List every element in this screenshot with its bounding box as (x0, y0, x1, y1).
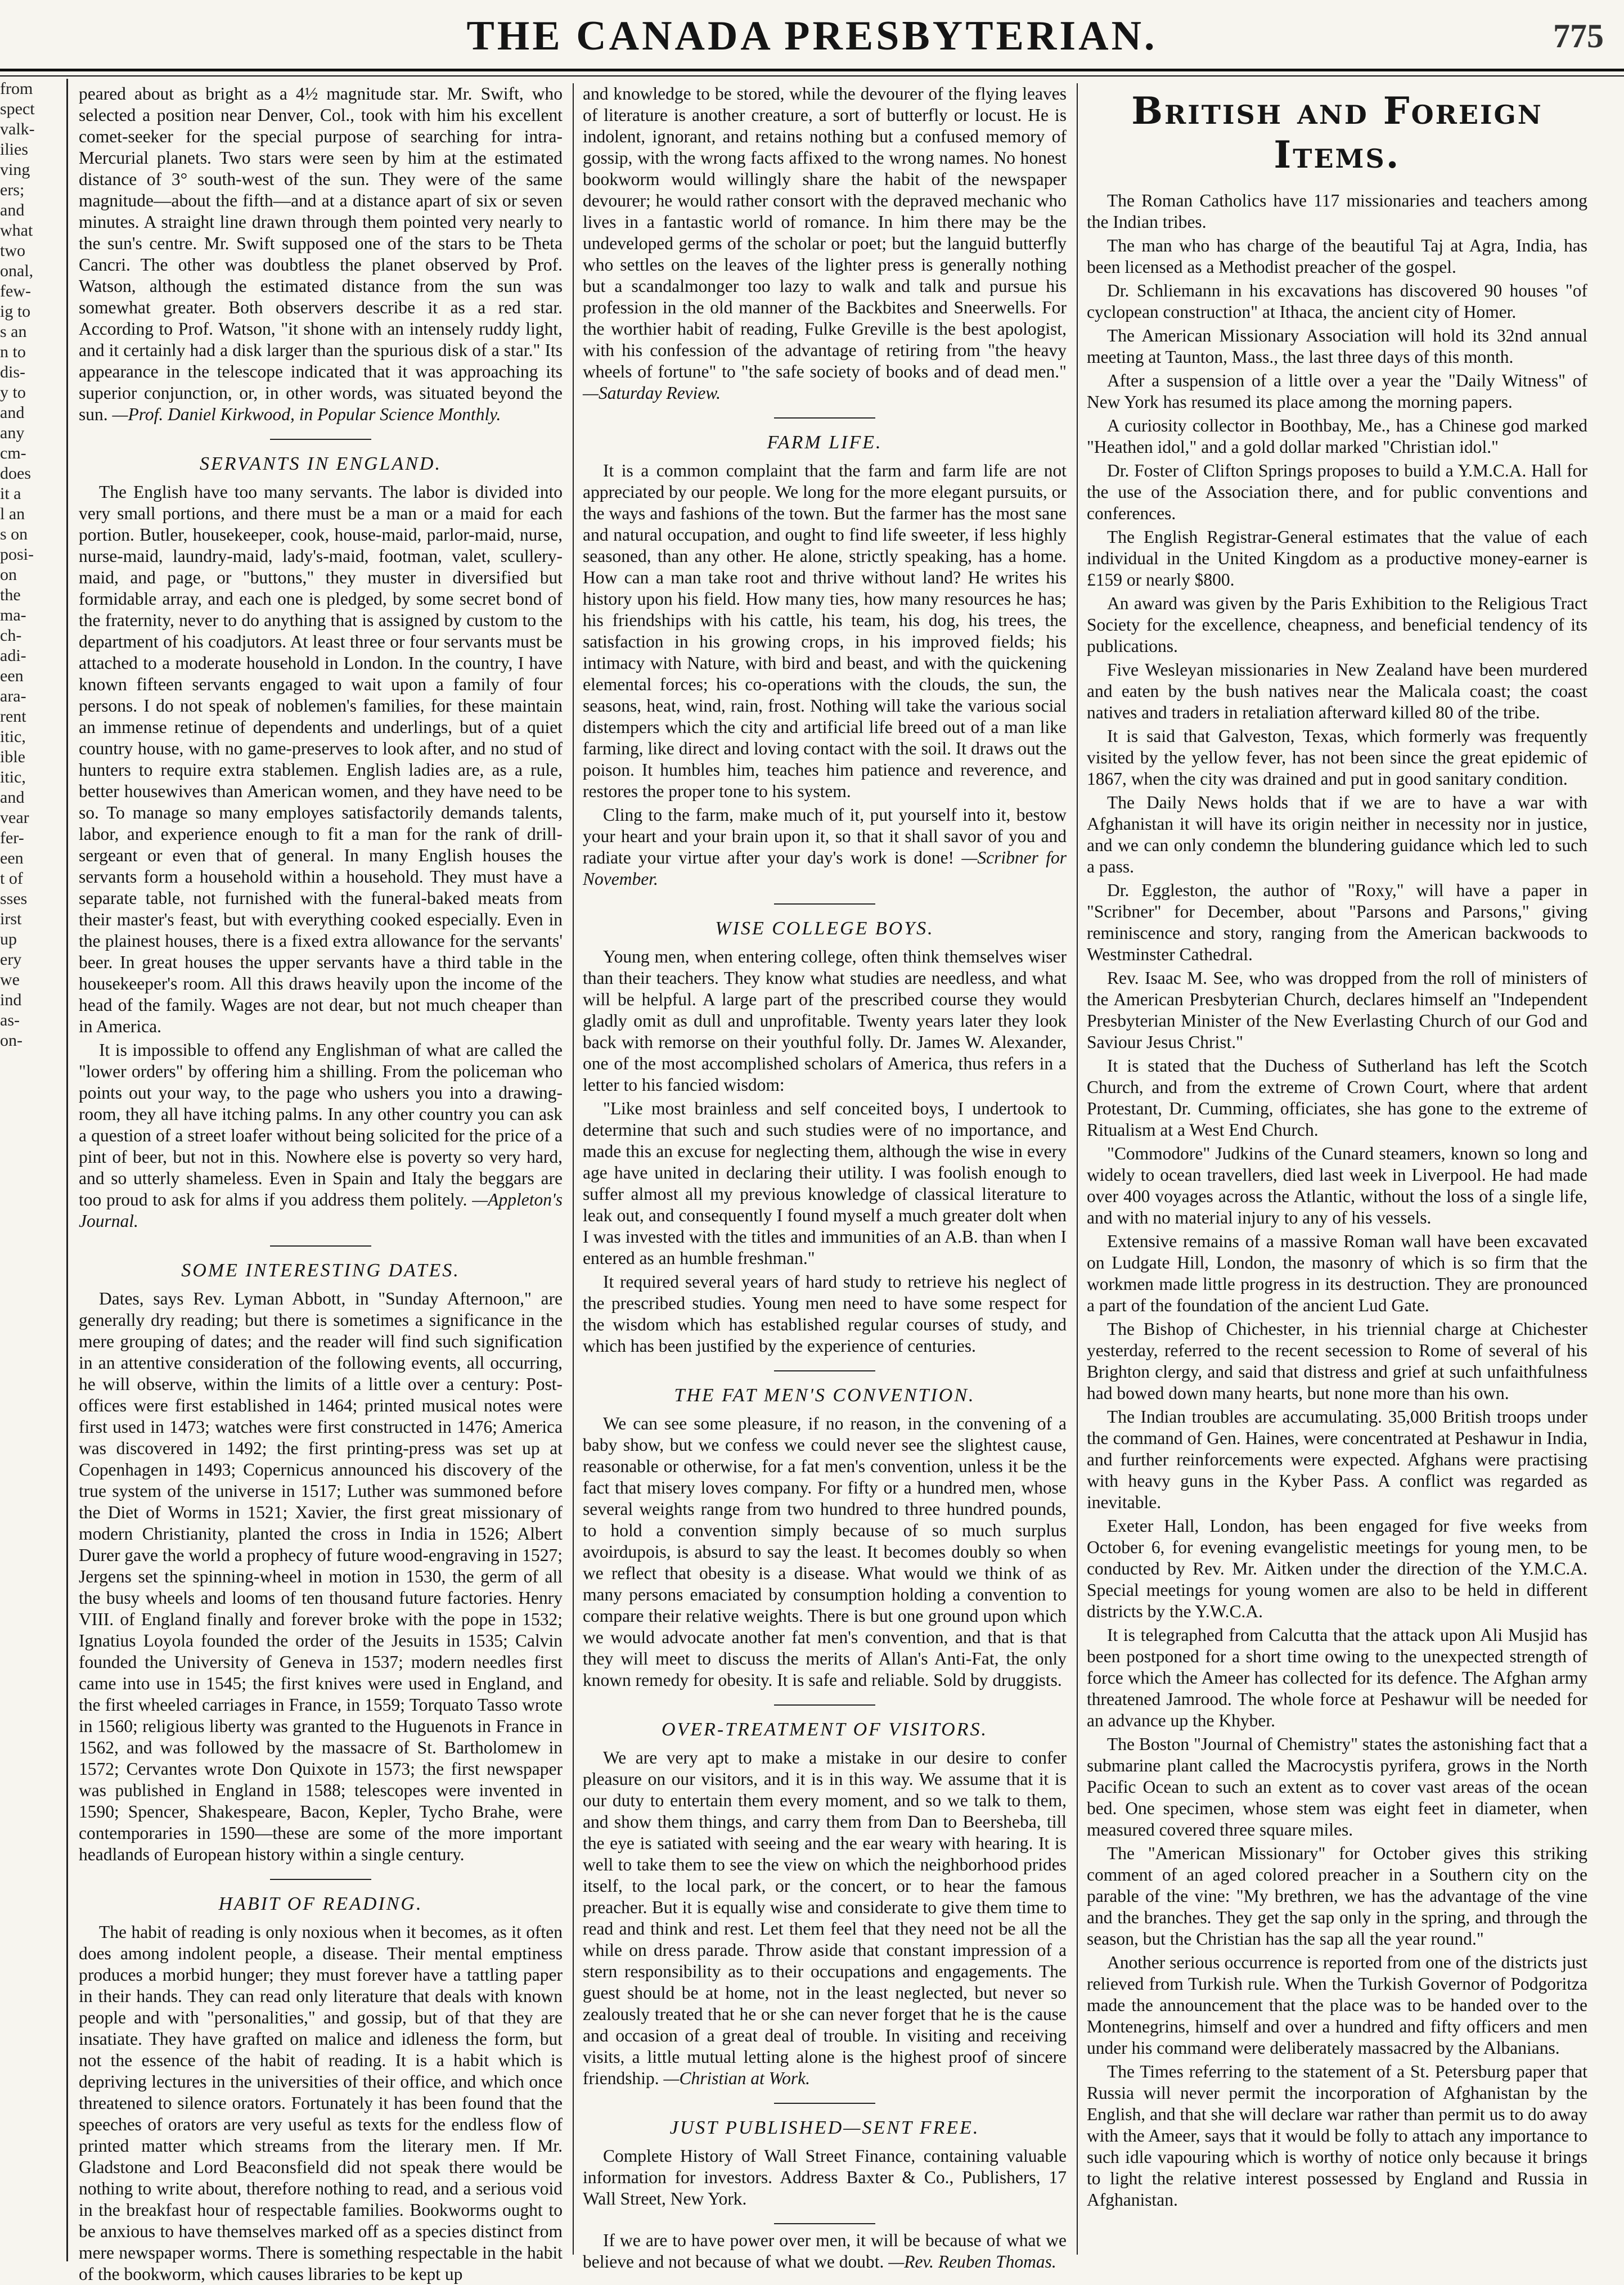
news-item: The Times referring to the statement of a St. Petersburg paper that Russia will never permit the incorporation of Afghanistan by the English, and that she will declare war rather than permit us to do away with the Ameer, says that it would be folly to attach any importance to such idle vapouring which is worthy of notice only because it brings to light the relative interest possessed by England and Russia in Afghanistan. (1087, 2062, 1587, 2210)
news-item: "Commodore" Judkins of the Cunard steamers, known so long and widely to ocean travellers, died last week in Liverpool. He had made over 400 voyages across the Atlantic, without the loss of a single life, and with no material injury to any of his vessels. (1087, 1144, 1587, 1227)
gutter-fragment: ara- (0, 687, 26, 705)
news-item: Five Wesleyan missionaries in New Zealand have been murdered and eaten by the bush natives near the Malicala coast; the coast natives and traders in retaliation afterward killed 80 of the tribe. (1087, 660, 1587, 722)
gutter-fragment: it a (0, 484, 21, 503)
gutter-fragment: vear (0, 808, 29, 827)
gutter-fragment: spect (0, 100, 35, 118)
article-source: —Prof. Daniel Kirkwood, in Popular Science Monthly. (112, 404, 501, 424)
gutter-fragment: from (0, 79, 33, 98)
gutter-fragment: irst (0, 910, 22, 928)
gutter-fragment: on (0, 565, 17, 584)
news-item: Extensive remains of a massive Roman wall have been excavated on Ludgate Hill, London, the masonry of which is so firm that the workmen made little progress in its destruction. They are pronounced a part of the foundation of the ancient Lud Gate. (1087, 1231, 1587, 1315)
paragraph: Dates, says Rev. Lyman Abbott, in "Sunday Afternoon," are generally dry reading; but there is sometimes a significance in the mere grouping of dates; and the reader will find such signification in an attentive consideration of the following events, all occurring, he will observe, within the limits of a little over a century: Post-offices were first established in 1464; printed musical notes were first used in 1473; watches were first constructed in 1476; America was discovered in 1492; the first printing-press was set up at Copenhagen in 1493; Copernicus announced his discovery of the true system of the universe in 1517; Luther was summoned before the Diet of Worms in 1521; Xavier, the first great missionary of modern Christianity, planted the cross in India in 1526; Albert Durer gave the world a prophecy of future wood-engraving in 1527; Jergens set the spinning-wheel in motion in 1530, the germ of all the busy wheels and looms of ten thousand future factories. Henry VIII. of England finally and forever broke with the pope in 1532; Ignatius Loyola founded the order of the Jesuits in 1535; Calvin founded the University of Geneva in 1537; modern needles first came into use in 1545; the first knives were used in England, and the first wheeled carriages in France, in 1559; Torquato Tasso wrote in 1560; religious liberty was granted to the Huguenots in France in 1562, and was followed by the massacre of St. Bartholomew in 1572; Cervantes wrote Don Quixote in 1573; the first newspaper was published in England in 1588; telescopes were invented in 1590; Spencer, Shakespeare, Bacon, Kepler, Tycho Brahe, were contemporaries in 1590—these are some of the more important headlands of European history within a single century. (79, 1289, 563, 1864)
gutter-fragment: fer- (0, 829, 24, 847)
gutter-fragment: n to (0, 343, 26, 361)
gutter-fragment: onal, (0, 262, 34, 280)
news-item: Exeter Hall, London, has been engaged for five weeks from October 6, for evening evangelistic meetings for young men, to be conducted by Rev. Mr. Aitken under the direction of the Y.M.C.A. Special meetings for young women are also to be held in different districts by the Y.W.C.A. (1087, 1516, 1587, 1621)
gutter-fragment: ig to (0, 302, 31, 321)
section-title-servants: SERVANTS IN ENGLAND. (200, 453, 442, 474)
gutter-fragment: ind (0, 991, 22, 1009)
paragraph: The habit of reading is only noxious when it becomes, as it often does among indolent people, a disease. Their mental emptiness produces a morbid hunger; they must forever have a tattling paper in their hands. They can read only literature that deals with known people and with "personalities," and gossip, but of that they are insatiate. They have grafted on malice and idleness the form, but not the essence of the habit of reading. It is a habit which is depriving lectures in the universities of their office, and which once threatened to silence orators. Fortunately it has been found that the speeches of orators are very useful as texts for the endless flow of printed matter which streams from the literary men. If Mr. Gladstone and Lord Beaconsfield did not speak there would be nothing to write about, therefore nothing to read, and a serious void in the breakfast hour of respectable families. Bookworms ought to be anxious to have themselves marked off as a species distinct from mere newspaper worms. There is something respectable in the habit of the bookworm, which causes libraries to be kept up (79, 1922, 563, 2284)
gutter-fragment: ible (0, 748, 25, 766)
article-source: —Scribner for November. (583, 848, 1067, 889)
gutter-fragment: few- (0, 282, 31, 300)
column-rule (1077, 83, 1078, 2255)
gutter-fragment: and (0, 788, 25, 807)
gutter-fragment: s an (0, 322, 27, 341)
news-item: The English Registrar-General estimates that the value of each individual in the United Kingdom as a productive money-earner is £159 or nearly $800. (1087, 527, 1587, 590)
section-title-visitors: OVER-TREATMENT OF VISITORS. (662, 1719, 988, 1740)
gutter-fragment: up (0, 930, 17, 948)
gutter-fragment: cm- (0, 444, 26, 462)
newspaper-title: THE CANADA PRESBYTERIAN. (466, 13, 1158, 59)
gutter-fragment: as- (0, 1011, 20, 1029)
paragraph: Cling to the farm, make much of it, put yourself into it, bestow your heart and your brain upon it, so that it shall savor of you and radiate your virtue after your day's work is done! —Scribner for November. (583, 805, 1067, 889)
paragraph: The English have too many servants. The labor is divided into very small portions, and there must be a man or a maid for each portion. Butler, housekeeper, cook, house-maid, parlor-maid, nurse, nurse-maid, laundry-maid, lady's-maid, footman, valet, scullery-maid, and page, or "buttons," they muster in diversified but formidable array, and each one is pledged, by some secret bond of the fraternity, never to do anything that is assigned by custom to the department of his coadjutors. At least three or four servants must be attached to a moderate household in London. In the country, I have known fifteen servants engaged to wait upon a family of four persons. I do not speak of noblemen's families, for these maintain an immense retinue of dependents and underlings, but of a quiet country house, with no game-preserves to look after, and no stud of hunters to require extra stablemen. English ladies are, as a rule, better housewives than American women, and they have need to be so. To manage so many employes satisfactorily demands talents, labor, and experience enough to fit a man for the rank of drill-sergeant or even that of general. In many English houses the servants form a household within a household. They must have a separate table, not furnished with the funeral-baked meats from their master's feast, but with everything cooked especially. Even in the plainest houses, there is a fixed extra allowance for the servants' beer. In great houses the upper servants have a third table in the housekeeper's room. All this draws heavily upon the income of the head of the family. Wages are not dear, but not much cheaper than in America. (79, 482, 563, 1036)
news-item: Dr. Schliemann in his excavations has discovered 90 houses "of cyclopean construction" at Ithaca, the ancient city of Homer. (1087, 281, 1587, 322)
gutter-fragment: t of (0, 869, 23, 888)
british-foreign-heading: British and Foreign Items. (1131, 89, 1543, 177)
paragraph: It is a common complaint that the farm and farm life are not appreciated by our people. We long for the more elegant pursuits, or the ways and fashions of the town. But the farmer has the most sane and natural occupation, and ought to find life sweeter, if less highly seasoned, than any other. He alone, strictly speaking, has a home. How can a man take root and thrive without land? He writes his history upon his field. How many ties, how many resources he has; his friendships with his cattle, his team, his dog, his trees, the satisfaction in his growing crops, in his improved fields; his intimacy with Nature, with bird and beast, and with the quickening elemental forces; his co-operations with the clouds, the sun, the seasons, heat, wind, rain, frost. Nothing will take the various social distempers which the city and artificial life breed out of a man like farming, like direct and loving contact with the soil. It draws out the poison. It humbles him, teaches him patience and reverence, and restores the proper tone to his system. (583, 461, 1067, 801)
article-continuation: and knowledge to be stored, while the devourer of the flying leaves of literature is another creature, a sort of butterfly or locust. He is indolent, ignorant, and retains nothing but a confused memory of gossip, with the wrong facts affixed to the wrong names. No honest bookworm would willingly share the habit of the newspaper devourer; he would rather consort with the depraved mechanic who lives in a fantastic world of romance. In him there may be the undeveloped germs of the scholar or poet; but the languid butterfly who settles on the leaves of the lighter press is generally nothing but a scandalmonger too lazy to walk and talk and pursue his profession in the old manner of the Backbites and Sneerwells. For the worthier habit of reading, Fulke Greville is the best apologist, with his confession of the advantage of retiring from "the heavy wheels of fortune" to "the safe society of books and of dead men." —Saturday Review. (583, 84, 1067, 403)
section-divider (270, 1245, 371, 1247)
news-item: It is said that Galveston, Texas, which formerly was frequently visited by the yellow fever, has not been since the great epidemic of 1867, when the city was drained and put in good sanitary condition. (1087, 726, 1587, 789)
news-item: It is telegraphed from Calcutta that the attack upon Ali Musjid has been postponed for a short time owing to the unexpected strength of force which the Ameer has collected for its defence. The Afghan army threatened Jamrood. The whole force at Peshawur will be needed for an advance up the Khyber. (1087, 1625, 1587, 1730)
section-title-reading: HABIT OF READING. (218, 1893, 423, 1914)
column-2 (583, 83, 1067, 2271)
section-divider (774, 2223, 875, 2224)
section-divider (774, 417, 875, 419)
gutter-fragment: sses (0, 889, 28, 908)
gutter-fragment: y to (0, 383, 26, 402)
gutter-fragment: adi- (0, 646, 26, 665)
paragraph: Young men, when entering college, often think themselves wiser than their teachers. They know what studies are needless, and what will be helpful. A large part of the prescribed course they would gladly omit as dull and unprofitable. Twenty years later they look back with remorse on their youthful folly. Dr. James W. Alexander, one of the most accomplished scholars of America, thus refers in a letter to his fancied wisdom: (583, 947, 1067, 1095)
article-source: —Christian at Work. (663, 2068, 810, 2088)
gutter-fragment: two (0, 241, 25, 260)
gutter-fragment: any (0, 424, 25, 442)
gutter-fragment: ers; (0, 181, 25, 199)
news-item: The American Missionary Association will hold its 32nd annual meeting at Taunton, Mass., the last three days of this month. (1087, 326, 1587, 367)
gutter-fragment: what (0, 221, 33, 240)
section-title-farm: FARM LIFE. (767, 432, 883, 453)
gutter-fragment: rent (0, 707, 26, 726)
gutter-fragment: een (0, 849, 24, 867)
news-item: A curiosity collector in Boothbay, Me., has a Chinese god marked "Heathen idol," and a gold dollar marked "Christian idol." (1087, 416, 1587, 457)
masthead-rule-thin (0, 75, 1624, 77)
paragraph: We can see some pleasure, if no reason, in the convening of a baby show, but we confess we could never see the slightest cause, reasonable or otherwise, for a fat men's convention, unless it be the fact that misery loves company. For fifty or a hundred men, whose several weights range from two hundred to three hundred pounds, to hold a convention simply because of so much surplus avoirdupois, is absurd to say the least. It becomes doubly so when we reflect that obesity is a disease. What would we think of as many persons emaciated by consumption holding a convention to compare their relative weights. There is but one ground upon which we would advocate another fat men's convention, and that is that they will meet to discuss the merits of Allan's Anti-Fat, the only known remedy for obesity. It is safe and reliable. Sold by druggists. (583, 1414, 1067, 1690)
article-source: —Appleton's Journal. (79, 1190, 563, 1231)
gutter-fragment: and (0, 201, 25, 219)
section-divider (774, 1370, 875, 1371)
gutter-fragment: valk- (0, 120, 35, 138)
news-item: After a suspension of a little over a year the "Daily Witness" of New York has resumed its place among the morning papers. (1087, 371, 1587, 412)
gutter-fragment: s on (0, 525, 28, 543)
section-divider (774, 2103, 875, 2104)
paragraph: Complete History of Wall Street Finance, containing valuable information for investors. Address Baxter & Co., Publishers, 17 Wall Street, New York. (583, 2146, 1067, 2208)
masthead-rule (0, 69, 1624, 71)
gutter-fragment: ilies (0, 140, 28, 159)
news-item: It is stated that the Duchess of Sutherland has left the Scotch Church, and from the extreme of Crown Court, where that ardent Protestant, Dr. Cumming, officiates, she has gone to the extreme of Ritualism at a West End Church. (1087, 1056, 1587, 1140)
gutter-fragment: and (0, 403, 25, 422)
column-1 (79, 83, 563, 2284)
news-item: The Bishop of Chichester, in his triennial charge at Chichester yesterday, referred to the recent secession to Rome of several of his Brighton clergy, and said that distress and grief at such unfaithfulness had bowed down many hearts, but none more than his own. (1087, 1319, 1587, 1403)
news-item: The Roman Catholics have 117 missionaries and teachers among the Indian tribes. (1087, 191, 1587, 232)
section-title-fat-men: THE FAT MEN'S CONVENTION. (674, 1385, 975, 1406)
gutter-fragment: l an (0, 505, 25, 523)
gutter-fragment: dis- (0, 363, 25, 381)
gutter-fragment: ery (0, 950, 22, 969)
gutter-fragment: itic, (0, 727, 26, 746)
news-item: The Indian troubles are accumulating. 35,000 British troops under the command of Gen. Haines, were concentrated at Peshawur in India, and further reinforcements were expected. Afghans were practising with heavy guns in the Kyber Pass. A conflict was regarded as inevitable. (1087, 1407, 1587, 1512)
paragraph: It required several years of hard study to retrieve his neglect of the prescribed studies. Young men need to have some respect for the wisdom which has established regular courses of study, and which has been justified by the experience of centuries. (583, 1272, 1067, 1356)
news-item: The man who has charge of the beautiful Taj at Agra, India, has been licensed as a Methodist preacher of the gospel. (1087, 236, 1587, 277)
section-divider (270, 1879, 371, 1880)
news-item: The Daily News holds that if we are to have a war with Afghanistan it will have its origin neither in necessity nor in justice, and we can only condemn the blundering guidance which led to such a pass. (1087, 793, 1587, 876)
section-divider (270, 439, 371, 440)
gutter-fragment: itic, (0, 768, 26, 786)
article-source: —Saturday Review. (583, 383, 721, 403)
gutter-fragment: ma- (0, 606, 26, 624)
gutter-fragment: ving (0, 160, 30, 179)
section-title-dates: SOME INTERESTING DATES. (181, 1260, 460, 1281)
gutter-fragment: on- (0, 1031, 23, 1050)
section-divider (774, 1704, 875, 1706)
column-3 (1087, 83, 1587, 2255)
news-item: The Boston "Journal of Chemistry" states the astonishing fact that a submarine plant called the Macrocystis pyrifera, grows in the North Pacific Ocean to such an extent as to cover vast areas of the ocean bed. One specimen, whose stem was eight feet in diameter, when measured covered three square miles. (1087, 1734, 1587, 1839)
gutter-rule (66, 79, 68, 2261)
news-item: Rev. Isaac M. See, who was dropped from the roll of ministers of the American Presbyterian Church, declares himself an "Independent Presbyterian Minister of the New Everlasting Church of our God and Saviour Jesus Christ." (1087, 968, 1587, 1052)
news-item: An award was given by the Paris Exhibition to the Religious Tract Society for the excellence, cheapness, and beneficial tendency of its publications. (1087, 593, 1587, 656)
article-source: —Rev. Reuben Thomas. (888, 2252, 1056, 2271)
gutter-fragment: een (0, 667, 24, 685)
article-continuation: peared about as bright as a 4½ magnitude star. Mr. Swift, who selected a position near Denver, Col., took with him his excellent comet-seeker for the special purpose of searching for intra-Mercurial planets. Two stars were seen by him at the estimated distance of 3° south-west of the sun. They were of the same magnitude—about the fifth—and at a distance apart of six or seven minutes. A straight line drawn through them pointed very nearly to the sun's centre. Mr. Swift supposed one of the stars to be Theta Cancri. The other was doubtless the planet observed by Prof. Watson, although the estimated distance from the sun was somewhat greater. Both observers describe it as a red star. According to Prof. Watson, "it shone with an intensely ruddy light, and it certainly had a disk larger than the spurious disk of a star." Its appearance in the telescope indicated that it was approaching its superior conjunction, or, in other words, was situated beyond the sun. —Prof. Daniel Kirkwood, in Popular Science Monthly. (79, 84, 563, 424)
gutter-fragment: we (0, 970, 20, 989)
gutter-fragment: the (0, 586, 21, 604)
gutter-fragment: does (0, 464, 31, 483)
news-item: The "American Missionary" for October gives this striking comment of an aged colored preacher in a Southern city on the parable of the vine: "My brethren, we has the advantage of the vine and the branches. They get the sap only in the spring, and through the season, but the Christian has the sap all the year round." (1087, 1843, 1587, 1949)
closing-quote: If we are to have power over men, it will be because of what we believe and not because of what we doubt. —Rev. Reuben Thomas. (583, 2230, 1067, 2271)
column-rule (573, 83, 574, 2255)
news-item: Dr. Eggleston, the author of "Roxy," will have a paper in "Scribner" for December, about "Parsons and Parsons," giving reminiscence and story, ranging from the American backwoods to Westminster Cathedral. (1087, 880, 1587, 964)
news-items-list (1087, 190, 1587, 2211)
masthead (0, 0, 1624, 68)
previous-page-gutter (0, 79, 62, 2261)
gutter-fragment: posi- (0, 545, 34, 564)
page-number: 775 (1553, 17, 1604, 55)
quotation: "Like most brainless and self conceited boys, I undertook to determine that such and such studies were of no importance, and made this an excuse for neglecting them, although the wise in every age have united in declaring their utility. I was foolish enough to suffer almost all my previous knowledge of classical literature to leak out, and consequently I found myself a much greater dolt when I was invested with the titles and immunities of an A.B. than when I entered as an humble freshman." (583, 1099, 1067, 1268)
gutter-fragment: ch- (0, 626, 22, 645)
section-divider (774, 903, 875, 905)
news-item: Dr. Foster of Clifton Springs proposes to build a Y.M.C.A. Hall for the use of the Association there, and for public conventions and conferences. (1087, 461, 1587, 523)
paragraph: It is impossible to offend any Englishman of what are called the "lower orders" by offering him a shilling. From the policeman who points out your way, to the page who ushers you into a drawing-room, they all have itching palms. In any other country you can ask a question of a street loafer without being solicited for the price of a pint of beer, but not in this. Nowhere else is poverty so very hard, and so utterly shameless. Even in Spain and Italy the beggars are too proud to ask for alms if you address them politely. —Appleton's Journal. (79, 1040, 563, 1231)
section-title-college: WISE COLLEGE BOYS. (715, 918, 934, 939)
news-item: Another serious occurrence is reported from one of the districts just relieved from Turkish rule. When the Turkish Governor of Podgoritza made the announcement that the place was to be handed over to the Montenegrins, himself and over a hundred and fifty officers and men under his command were deliberately massacred by the Albanians. (1087, 1953, 1587, 2058)
paragraph: We are very apt to make a mistake in our desire to confer pleasure on our visitors, and it is in this way. We assume that it is our duty to entertain them every moment, and so we talk to them, and show them things, and carry them from Dan to Beersheba, till the eye is satiated with seeing and the ear weary with hearing. It is well to take them to see the view on which the neighborhood prides itself, to the local park, or the concert, or to hear the famous preacher. But it is equally wise and considerate to give them time to read and think and rest. Let them feel that they need not be all the while on dress parade. Throw aside that constant impression of a stern responsibility as to their occupations and engagements. The guest should be at home, not in the least neglected, but never so zealously treated that he or she can never forget that he is the cause and occasion of a great deal of trouble. In visiting and receiving visits, a little mutual letting alone is the highest proof of sincere friendship. —Christian at Work. (583, 1748, 1067, 2088)
section-title-published: JUST PUBLISHED—SENT FREE. (669, 2117, 980, 2138)
